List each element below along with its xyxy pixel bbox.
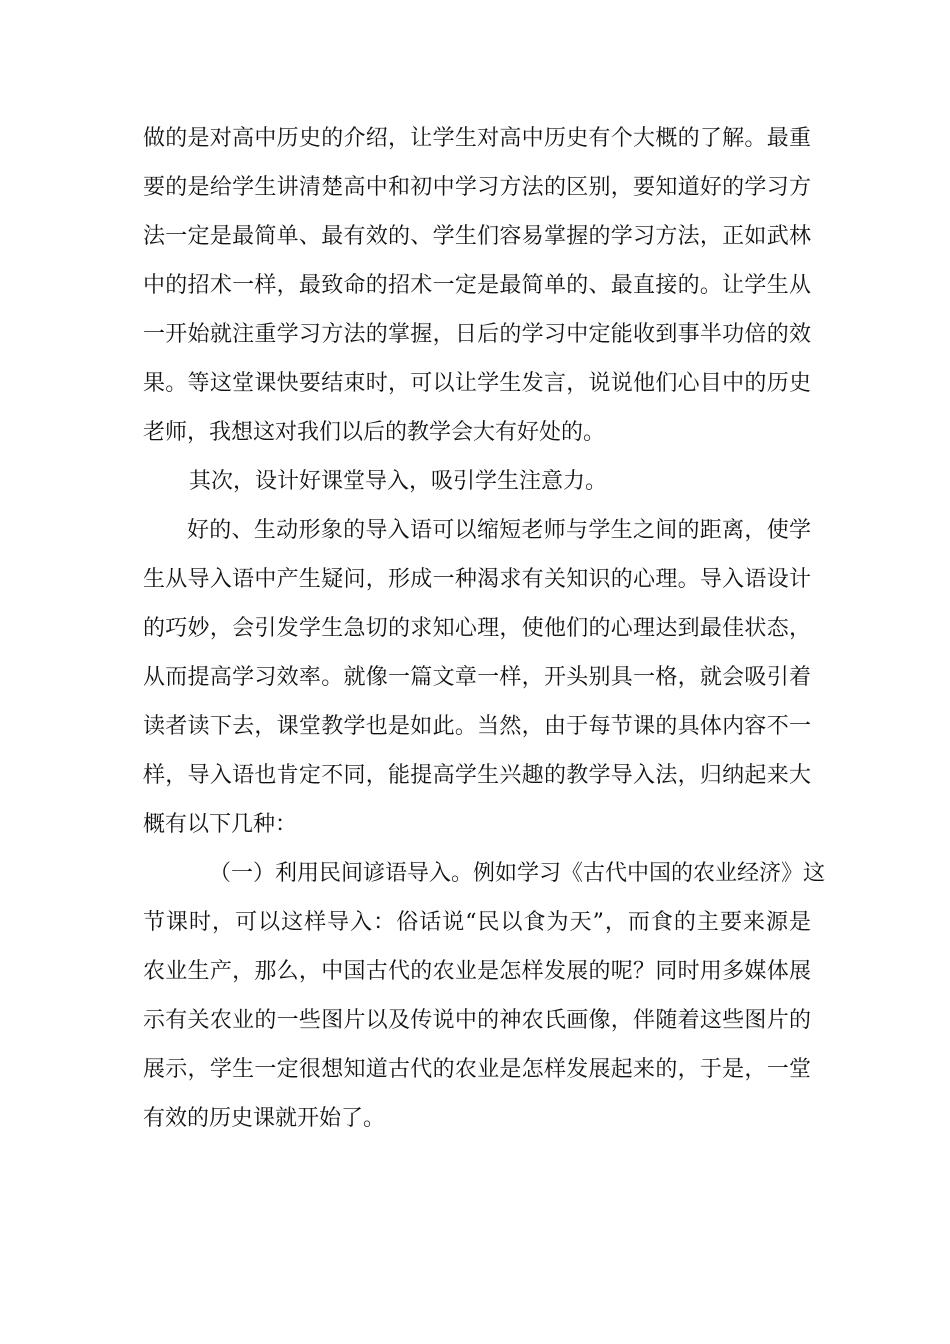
text-line-20: 展示，学生一定很想知道古代的农业是怎样发展起来的，于是，一堂 [143, 1057, 811, 1082]
text-line-12: 从而提高学习效率。就像一篇文章一样，开头别具一格，就会吸引着 [143, 665, 811, 690]
text-line-15: 概有以下几种： [143, 812, 298, 837]
text-line-7: 老师，我想这对我们以后的教学会大有好处的。 [143, 420, 606, 445]
text-line-19: 示有关农业的一些图片以及传说中的神农氏画像，伴随着这些图片的 [143, 1008, 811, 1033]
text-line-6: 果。等这堂课快要结束时，可以让学生发言，说说他们心目中的历史 [143, 371, 811, 396]
text-line-17: 节课时，可以这样导入：俗话说“民以食为天”，而食的主要来源是 [143, 910, 811, 935]
text-line-2: 要的是给学生讲清楚高中和初中学习方法的区别，要知道好的学习方 [143, 175, 811, 200]
text-line-10: 生从导入语中产生疑问，形成一种渴求有关知识的心理。导入语设计 [143, 567, 811, 592]
text-line-11: 的巧妙，会引发学生急切的求知心理，使他们的心理达到最佳状态， [143, 616, 811, 641]
text-line-14: 样，导入语也肯定不同，能提高学生兴趣的教学导入法，归纳起来大 [143, 763, 811, 788]
text-line-4: 中的招术一样，最致命的招术一定是最简单的、最直接的。让学生从 [143, 273, 811, 298]
text-line-13: 读者读下去，课堂教学也是如此。当然，由于每节课的具体内容不一 [143, 714, 811, 739]
text-line-5: 一开始就注重学习方法的掌握，日后的学习中定能收到事半功倍的效 [143, 322, 811, 347]
section-heading-line: 其次，设计好课堂导入，吸引学生注意力。 [189, 469, 608, 494]
text-line-21: 有效的历史课就开始了。 [143, 1106, 386, 1131]
text-line-1: 做的是对高中历史的介绍，让学生对高中历史有个大概的了解。最重 [143, 126, 811, 151]
text-line-18: 农业生产，那么，中国古代的农业是怎样发展的呢？同时用多媒体展 [143, 959, 811, 984]
text-line-3: 法一定是最简单、最有效的、学生们容易掌握的学习方法，正如武林 [143, 224, 811, 249]
text-line-16: （一）利用民间谚语导入。例如学习《古代中国的农业经济》这 [209, 861, 826, 886]
document-body [143, 114, 826, 1143]
text-line-9: 好的、生动形象的导入语可以缩短老师与学生之间的距离，使学 [187, 518, 811, 543]
